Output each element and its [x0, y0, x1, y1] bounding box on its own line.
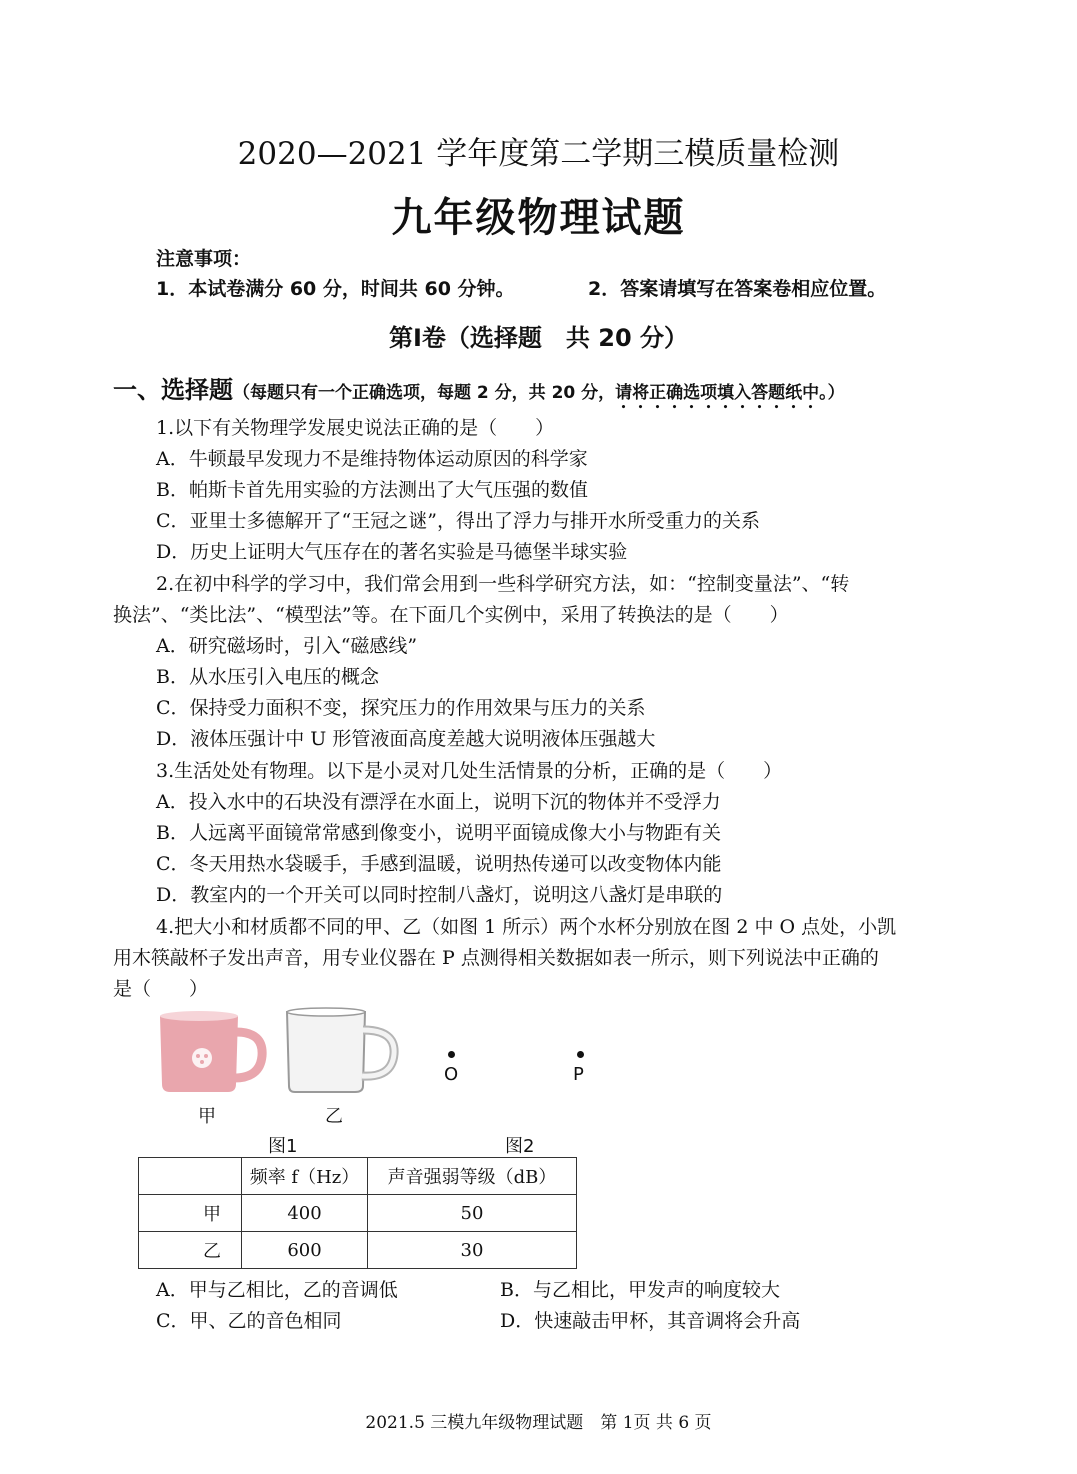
point-o-marker — [448, 1051, 455, 1058]
table-cell: 甲 — [139, 1195, 242, 1232]
section-heading — [113, 370, 845, 413]
exam-subject-title: 九年级物理试题 — [391, 195, 686, 241]
question-1-option-a: A．牛顿最早发现力不是维持物体运动原因的科学家 — [156, 448, 588, 470]
question-4-stem-line-1: 4.把大小和材质都不同的甲、乙（如图 1 所示）两个水杯分别放在图 2 中 O 点处，小凯 — [156, 916, 897, 938]
cup-b-label: 乙 — [325, 1106, 343, 1127]
point-o-label: O — [444, 1064, 459, 1085]
section-instruction: （每题只有一个正确选项，每题 2 分，共 20 分， — [233, 383, 616, 403]
table-cell: 400 — [242, 1195, 368, 1232]
point-p-label: P — [573, 1064, 584, 1085]
question-2-stem-line-1: 2.在初中科学的学习中，我们常会用到一些科学研究方法，如：“控制变量法”、“转 — [156, 573, 850, 595]
question-2-option-a: A．研究磁场时，引入“磁感线” — [156, 635, 418, 657]
table-cell: 乙 — [139, 1232, 242, 1269]
section-instruction-emphasis: 请将正确选项填入答题纸中 — [615, 383, 820, 403]
table-header-row — [139, 1158, 577, 1195]
notes-heading: 注意事项： — [156, 248, 252, 270]
question-4-stem-line-3: 是（ ） — [113, 978, 209, 1000]
question-2-option-d: D．液体压强计中 U 形管液面高度差越大说明液体压强越大 — [156, 728, 656, 750]
figure-1-caption: 图1 — [268, 1136, 298, 1157]
question-1-option-d: D．历史上证明大气压存在的著名实验是马德堡半球实验 — [156, 541, 628, 563]
volume-title: 第Ⅰ卷（选择题 共 20 分） — [388, 324, 689, 352]
table-header-cell — [139, 1158, 242, 1195]
pink-cup-image — [160, 1011, 262, 1092]
question-2-stem-line-2: 换法”、“类比法”、“模型法”等。在下面几个实例中，采用了转换法的是（ ） — [113, 604, 789, 626]
figure-2-caption: 图2 — [505, 1136, 535, 1157]
cup-a-label: 甲 — [198, 1106, 216, 1127]
table-cell: 50 — [368, 1195, 577, 1232]
question-3-stem: 3.生活处处有物理。以下是小灵对几处生活情景的分析，正确的是（ ） — [156, 760, 783, 782]
question-4-option-b: B．与乙相比，甲发声的响度较大 — [500, 1279, 780, 1301]
question-3-option-a: A．投入水中的石块没有漂浮在水面上，说明下沉的物体并不受浮力 — [156, 791, 721, 813]
question-2-option-c: C．保持受力面积不变，探究压力的作用效果与压力的关系 — [156, 697, 646, 719]
question-3-option-d: D．教室内的一个开关可以同时控制八盏灯，说明这八盏灯是串联的 — [156, 884, 723, 906]
table-header-cell: 频率 f（Hz） — [242, 1158, 368, 1195]
table-row — [139, 1195, 577, 1232]
question-4-option-c: C．甲、乙的音色相同 — [156, 1310, 342, 1332]
table-header-cell: 声音强弱等级（dB） — [368, 1158, 577, 1195]
question-1-stem: 1.以下有关物理学发展史说法正确的是（ ） — [156, 417, 555, 439]
question-2-option-b: B．从水压引入电压的概念 — [156, 666, 379, 688]
page-footer: 2021.5 三模九年级物理试题 第 1页 共 6 页 — [365, 1413, 712, 1433]
note-item-1: 1．本试卷满分 60 分，时间共 60 分钟。 — [156, 278, 515, 300]
point-p-marker — [577, 1051, 584, 1058]
question-1-option-b: B．帕斯卡首先用实验的方法测出了大气压强的数值 — [156, 479, 588, 501]
note-item-2: 2．答案请填写在答案卷相应位置。 — [588, 278, 887, 300]
question-4-option-d: D．快速敲击甲杯，其音调将会升高 — [500, 1310, 801, 1332]
question-3-option-c: C．冬天用热水袋暖手，手感到温暖，说明热传递可以改变物体内能 — [156, 853, 722, 875]
section-title: 一、选择题 — [113, 376, 233, 404]
section-instruction-end: 。） — [819, 383, 845, 403]
exam-series-title: 2020—2021 学年度第二学期三模质量检测 — [237, 136, 840, 172]
cups-figure — [150, 1006, 410, 1098]
question-4-option-a: A．甲与乙相比，乙的音调低 — [156, 1279, 398, 1301]
table-row — [139, 1232, 577, 1269]
white-cup-image — [287, 1008, 394, 1092]
question-4-stem-line-2: 用木筷敲杯子发出声音，用专业仪器在 P 点测得相关数据如表一所示，则下列说法中正确的 — [113, 947, 879, 969]
table-cell: 600 — [242, 1232, 368, 1269]
question-1-option-c: C．亚里士多德解开了“王冠之谜”，得出了浮力与排开水所受重力的关系 — [156, 510, 760, 532]
question-3-option-b: B．人远离平面镜常常感到像变小，说明平面镜成像大小与物距有关 — [156, 822, 721, 844]
table-cell: 30 — [368, 1232, 577, 1269]
sound-data-table — [138, 1157, 577, 1269]
